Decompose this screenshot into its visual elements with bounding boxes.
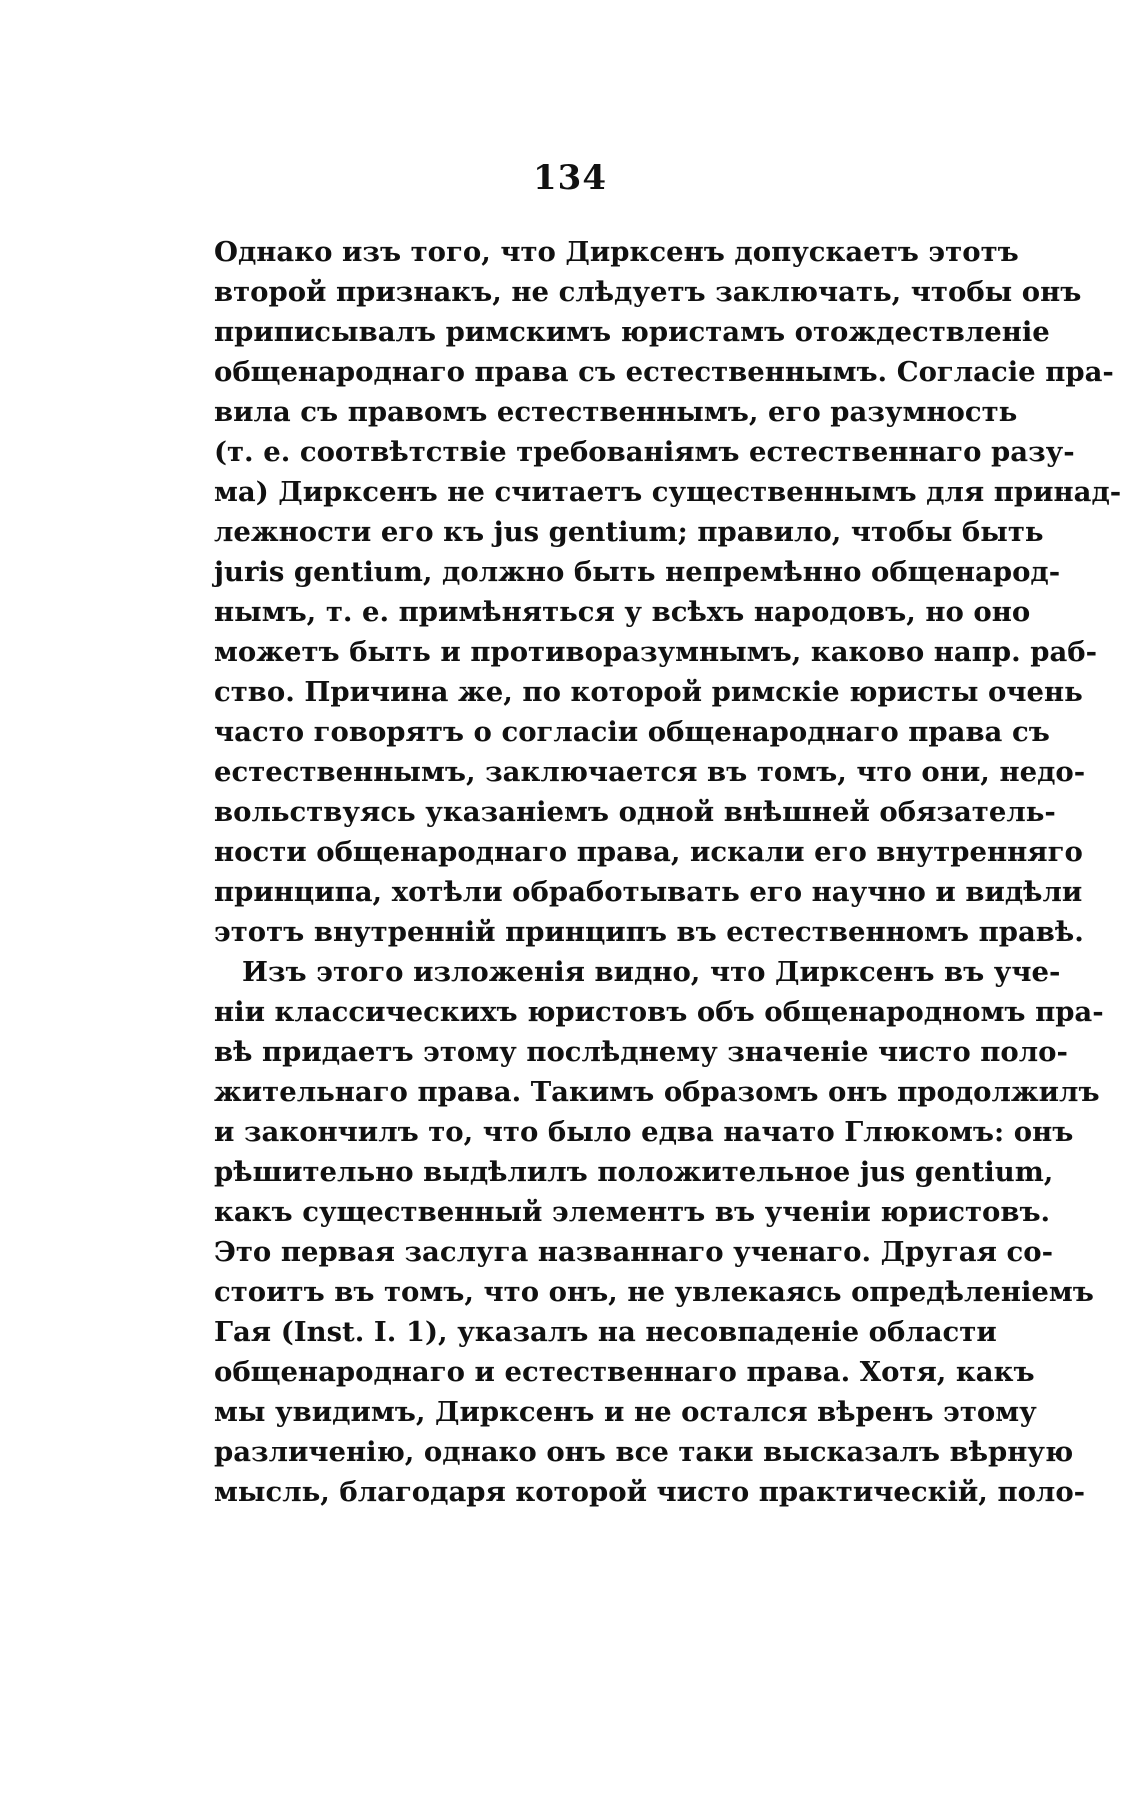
text-line: нымъ, т. е. примѣняться у всѣхъ народовъ, но оно xyxy=(214,596,1031,628)
text-line: естественнымъ, заключается въ томъ, что они, недо- xyxy=(214,756,1086,788)
text-line: второй признакъ, не слѣдуетъ заключать, чтобы онъ xyxy=(214,276,1082,308)
text-line: принципа, хотѣли обработывать его научно и видѣли xyxy=(214,876,1083,908)
text-line: Это первая заслуга названнаго ученаго. Другая со- xyxy=(214,1236,1053,1268)
text-line: этотъ внутренній принципъ въ естественномъ правѣ. xyxy=(214,916,1084,948)
text-line: мысль, благодаря которой чисто практическій, поло- xyxy=(214,1476,1086,1508)
text-line: часто говорятъ о согласіи общенароднаго права съ xyxy=(214,716,1050,748)
text-line: Гая (Inst. I. 1), указалъ на несовпаденіе области xyxy=(214,1316,997,1348)
paragraph-2 xyxy=(214,952,1104,1512)
text-line: рѣшительно выдѣлилъ положительное jus gentium, xyxy=(214,1156,1054,1188)
text-line: жительнаго права. Такимъ образомъ онъ продолжилъ xyxy=(214,1076,1100,1108)
paragraph-1 xyxy=(214,232,1122,952)
text-line: вѣ придаетъ этому послѣднему значеніе чисто поло- xyxy=(214,1036,1068,1068)
text-line: какъ существенный элементъ въ ученіи юристовъ. xyxy=(214,1196,1051,1228)
text-line: juris gentium, должно быть непремѣнно общенарод- xyxy=(214,556,1061,588)
text-line: стоитъ въ томъ, что онъ, не увлекаясь опредѣленіемъ xyxy=(214,1276,1094,1308)
text-line: ма) Дирксенъ не считаетъ существеннымъ для принад- xyxy=(214,476,1122,508)
text-line: вольствуясь указаніемъ одной внѣшней обязатель- xyxy=(214,796,1056,828)
text-line: лежности его къ jus gentium; правило, чтобы быть xyxy=(214,516,1044,548)
text-line: Однако изъ того, что Дирксенъ допускаетъ этотъ xyxy=(214,236,1019,268)
text-line: ности общенароднаго права, искали его внутренняго xyxy=(214,836,1083,868)
text-line: различенію, однако онъ все таки высказалъ вѣрную xyxy=(214,1436,1074,1468)
text-line: можетъ быть и противоразумнымъ, каково напр. раб- xyxy=(214,636,1098,668)
text-line: (т. е. соотвѣтствіе требованіямъ естественнаго разу- xyxy=(214,436,1075,468)
body-text xyxy=(214,232,1122,1512)
text-line: Изъ этого изложенія видно, что Дирксенъ въ уче- xyxy=(242,956,1061,988)
text-line: и закончилъ то, что было едва начато Глюкомъ: онъ xyxy=(214,1116,1074,1148)
text-line: вила съ правомъ естественнымъ, его разумность xyxy=(214,396,1018,428)
text-line: ство. Причина же, по которой римскіе юристы очень xyxy=(214,676,1083,708)
text-line: мы увидимъ, Дирксенъ и не остался вѣренъ этому xyxy=(214,1396,1037,1428)
text-line: приписывалъ римскимъ юристамъ отождествленіе xyxy=(214,316,1050,348)
page-number: 134 xyxy=(533,158,607,198)
text-line: общенароднаго права съ естественнымъ. Согласіе пра- xyxy=(214,356,1114,388)
text-line: ніи классическихъ юристовъ объ общенародномъ пра- xyxy=(214,996,1104,1028)
text-line: общенароднаго и естественнаго права. Хотя, какъ xyxy=(214,1356,1035,1388)
